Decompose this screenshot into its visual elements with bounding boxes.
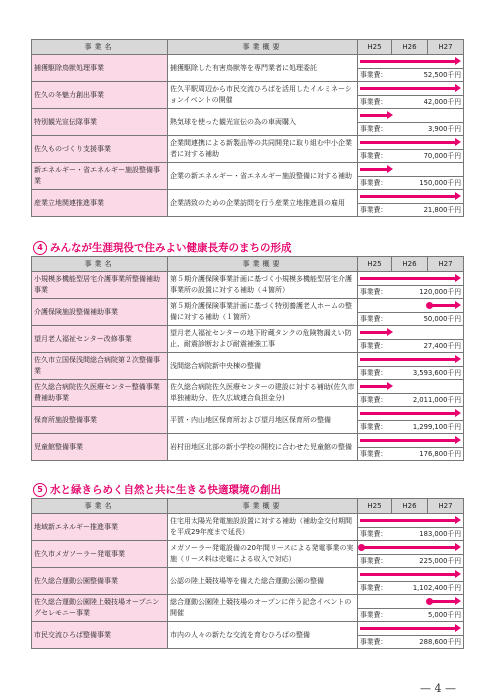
schedule-bar (360, 627, 456, 630)
schedule-bar (360, 87, 456, 90)
cost-label: 事業費： (360, 151, 388, 160)
project-description: 総合運動公園陸上競技場のオープンに伴う記念イベントの開催 (168, 595, 358, 622)
cost-value: 70,000千円 (423, 151, 461, 160)
schedule-start-dot (426, 302, 433, 309)
schedule-bar-cell (358, 190, 464, 204)
cost-label: 事業費： (360, 422, 388, 431)
schedule-bar (360, 358, 456, 361)
project-cost (358, 448, 464, 461)
schedule-bar-cell (358, 514, 464, 528)
schedule-bar (360, 519, 456, 522)
project-name: 特別観光宣伝隊事業 (32, 109, 168, 136)
cost-label: 事業費： (360, 178, 388, 187)
schedule-arrow-icon (455, 274, 461, 282)
header-year-y2: H26 (392, 257, 428, 272)
project-description: 公認の陸上競技場等を備えた総合運動公園の整備 (168, 568, 358, 595)
cost-value: 3,593,600千円 (412, 368, 461, 377)
schedule-bar (360, 195, 456, 198)
project-name: 佐久市メガソーラー発電事業 (32, 541, 168, 568)
project-cost (358, 609, 464, 622)
table-row (32, 434, 464, 448)
schedule-arrow-icon (455, 624, 461, 632)
project-description: 望月老人福祉センターの地下貯蔵タンクの危険物漏えい防止、耐震診断および耐震補強工事 (168, 326, 358, 353)
schedule-arrow-icon (387, 111, 393, 119)
header-name: 事業名 (32, 499, 168, 514)
schedule-arrow-icon (387, 382, 393, 390)
cost-value: 150,000千円 (419, 178, 461, 187)
table-section-3 (31, 39, 464, 217)
section-5-number: 5 (33, 483, 47, 497)
schedule-bar (428, 304, 456, 307)
project-name: 産業立地関連推進事業 (32, 190, 168, 217)
cost-value: 21,800千円 (423, 205, 461, 214)
schedule-bar-cell (358, 272, 464, 286)
table-row (32, 272, 464, 286)
table-row (32, 514, 464, 528)
header-year-y1: H25 (358, 40, 392, 55)
cost-label: 事業費： (360, 529, 388, 538)
table-row (32, 541, 464, 555)
cost-value: 5,000千円 (427, 610, 461, 619)
cost-label: 事業費： (360, 287, 388, 296)
project-cost (358, 528, 464, 541)
project-description: 佐久平駅周辺から市民交流ひろばを活用したイルミネーションイベントの開催 (168, 82, 358, 109)
schedule-arrow-icon (387, 328, 393, 336)
table-section-5 (31, 498, 464, 649)
cost-value: 288,600千円 (419, 637, 461, 646)
schedule-arrow-icon (455, 543, 461, 551)
schedule-bar-cell (358, 541, 464, 555)
table-row (32, 55, 464, 69)
header-desc: 事業概要 (168, 40, 358, 55)
cost-label: 事業費： (360, 70, 388, 79)
header-year-y2: H26 (392, 40, 428, 55)
project-cost (358, 582, 464, 595)
schedule-bar-cell (358, 326, 464, 340)
schedule-bar-cell (358, 380, 464, 394)
project-description: 市内の人々の新たな交流を育むひろばの整備 (168, 622, 358, 649)
project-name: 佐久の冬魅力創出事業 (32, 82, 168, 109)
table-row (32, 568, 464, 582)
cost-value: 27,400千円 (423, 341, 461, 350)
project-cost (358, 150, 464, 163)
cost-label: 事業費： (360, 205, 388, 214)
project-description: 企業誘致のための企業訪問を行う産業立地推進員の雇用 (168, 190, 358, 217)
cost-label: 事業費： (360, 314, 388, 323)
cost-value: 183,000千円 (419, 529, 461, 538)
schedule-bar-cell (358, 163, 464, 177)
schedule-arrow-icon (455, 570, 461, 578)
project-description: 佐久総合病院佐久医療センターの建設に対する補助(佐久市単独補助分、佐久広域連合負担金分) (168, 380, 358, 407)
project-name: 望月老人福祉センター改修事業 (32, 326, 168, 353)
project-name: 保育所施設整備事業 (32, 407, 168, 434)
header-name: 事業名 (32, 257, 168, 272)
schedule-bar-cell (358, 82, 464, 96)
cost-label: 事業費： (360, 583, 388, 592)
project-name: 市民交流ひろば整備事業 (32, 622, 168, 649)
schedule-arrow-icon (455, 84, 461, 92)
project-cost (358, 555, 464, 568)
project-description: 熱気球を使った観光宣伝の為の車両購入 (168, 109, 358, 136)
cost-label: 事業費： (360, 97, 388, 106)
project-cost (358, 177, 464, 190)
table-row (32, 353, 464, 367)
table-row (32, 299, 464, 313)
project-name: 佐久市立国保浅間総合病院第２次整備事業 (32, 353, 168, 380)
cost-value: 1,299,100千円 (412, 422, 461, 431)
project-cost (358, 340, 464, 353)
section-4-title (33, 240, 292, 255)
schedule-bar (428, 600, 456, 603)
project-cost (358, 69, 464, 82)
schedule-bar-cell (358, 434, 464, 448)
schedule-bar-cell (358, 353, 464, 367)
table-row (32, 82, 464, 96)
table-row (32, 326, 464, 340)
project-cost (358, 421, 464, 434)
project-name: 小規模多機能型居宅介護事業所整備補助事業 (32, 272, 168, 299)
schedule-arrow-icon (455, 57, 461, 65)
schedule-arrow-icon (455, 355, 461, 363)
header-year-y3: H27 (428, 40, 464, 55)
project-description: 企業間連携による新製品等の共同開発に取り組む中小企業者に対する補助 (168, 136, 358, 163)
header-row (32, 499, 464, 514)
project-description: 岩村田地区北部の新小学校の開校に合わせた児童館の整備 (168, 434, 358, 461)
table-row (32, 595, 464, 609)
cost-value: 3,900千円 (427, 124, 461, 133)
header-year-y3: H27 (428, 257, 464, 272)
schedule-bar-cell (358, 595, 464, 609)
cost-value: 2,011,000千円 (412, 395, 461, 404)
cost-value: 52,500千円 (423, 70, 461, 79)
project-cost (358, 204, 464, 217)
cost-label: 事業費： (360, 637, 388, 646)
project-cost (358, 96, 464, 109)
cost-value: 42,000千円 (423, 97, 461, 106)
schedule-arrow-icon (455, 301, 461, 309)
cost-value: 1,102,400千円 (412, 583, 461, 592)
cost-value: 50,000千円 (423, 314, 461, 323)
schedule-bar (360, 412, 456, 415)
schedule-arrow-icon (455, 597, 461, 605)
schedule-bar (360, 573, 456, 576)
header-row (32, 40, 464, 55)
project-name: 新エネルギー・省エネルギー施設整備事業 (32, 163, 168, 190)
schedule-bar-cell (358, 109, 464, 123)
table-row (32, 407, 464, 421)
project-cost (358, 123, 464, 136)
cost-label: 事業費： (360, 368, 388, 377)
table-section-4 (31, 256, 464, 461)
schedule-bar (360, 168, 388, 171)
schedule-arrow-icon (455, 436, 461, 444)
header-desc: 事業概要 (168, 257, 358, 272)
header-year-y2: H26 (392, 499, 428, 514)
schedule-bar-cell (358, 299, 464, 313)
schedule-bar (360, 141, 456, 144)
project-name: 児童館整備事業 (32, 434, 168, 461)
project-name: 佐久ものづくり支援事業 (32, 136, 168, 163)
project-description: 捕獲駆除した有害鳥獣等を専門業者に処理委託 (168, 55, 358, 82)
header-year-y1: H25 (358, 499, 392, 514)
project-description: 浅間総合病院新中央棟の整備 (168, 353, 358, 380)
project-description: 第５期介護保険事業計画に基づく特別養護老人ホームの整備に対する補助（１箇所） (168, 299, 358, 326)
project-cost (358, 367, 464, 380)
cost-label: 事業費： (360, 610, 388, 619)
header-year-y3: H27 (428, 499, 464, 514)
page-number: — 4 — (420, 682, 456, 695)
table-row (32, 163, 464, 177)
schedule-bar (360, 60, 456, 63)
schedule-start-dot (358, 544, 365, 551)
schedule-arrow-icon (455, 138, 461, 146)
section-5-title (33, 482, 281, 497)
schedule-bar-cell (358, 622, 464, 636)
project-description: 平賀・内山地区保育所および望月地区保育所の整備 (168, 407, 358, 434)
table-row (32, 190, 464, 204)
project-name: 佐久総合病院佐久医療センター整備事業費補助事業 (32, 380, 168, 407)
project-cost (358, 394, 464, 407)
cost-label: 事業費： (360, 449, 388, 458)
schedule-bar (360, 385, 388, 388)
project-cost (358, 636, 464, 649)
cost-label: 事業費： (360, 395, 388, 404)
table-row (32, 380, 464, 394)
section-4-title-text: みんなが生涯現役で住みよい健康長寿のまちの形成 (50, 242, 292, 254)
schedule-bar (360, 546, 456, 549)
project-description: 企業の新エネルギー・省エネルギー施設整備に対する補助 (168, 163, 358, 190)
project-cost (358, 286, 464, 299)
project-description: 住宅用太陽光発電施設設置に対する補助（補助金交付期間を平成29年度まで延長） (168, 514, 358, 541)
cost-label: 事業費： (360, 124, 388, 133)
section-5-title-text: 水と緑きらめく自然と共に生きる快適環境の創出 (50, 484, 281, 496)
table-row (32, 136, 464, 150)
header-name: 事業名 (32, 40, 168, 55)
schedule-bar-cell (358, 407, 464, 421)
schedule-bar (360, 114, 388, 117)
schedule-bar-cell (358, 136, 464, 150)
cost-label: 事業費： (360, 341, 388, 350)
project-name: 介護保険施設整備補助事業 (32, 299, 168, 326)
project-description: メガソーラー発電設備の20年間リースによる発電事業の実施（リース料は売電による収入で対応） (168, 541, 358, 568)
schedule-arrow-icon (455, 409, 461, 417)
schedule-bar-cell (358, 568, 464, 582)
project-name: 地域新エネルギー推進事業 (32, 514, 168, 541)
cost-value: 225,000千円 (419, 556, 461, 565)
project-name: 佐久総合運動公園整備事業 (32, 568, 168, 595)
header-year-y1: H25 (358, 257, 392, 272)
cost-value: 120,000千円 (419, 287, 461, 296)
table-row (32, 109, 464, 123)
schedule-arrow-icon (387, 165, 393, 173)
schedule-arrow-icon (455, 516, 461, 524)
project-cost (358, 313, 464, 326)
project-name: 捕獲駆除鳥獣処理事業 (32, 55, 168, 82)
cost-value: 176,800千円 (419, 449, 461, 458)
header-desc: 事業概要 (168, 499, 358, 514)
schedule-bar (360, 331, 388, 334)
schedule-start-dot (426, 598, 433, 605)
schedule-bar (360, 439, 456, 442)
table-row (32, 622, 464, 636)
cost-label: 事業費： (360, 556, 388, 565)
schedule-arrow-icon (455, 192, 461, 200)
project-description: 第５期介護保険事業計画に基づく小規模多機能型居宅介護事業所の設置に対する補助（４箇所） (168, 272, 358, 299)
schedule-bar-cell (358, 55, 464, 69)
header-row (32, 257, 464, 272)
project-name: 佐久総合運動公園陸上競技場オープニングセレモニー事業 (32, 595, 168, 622)
schedule-bar (360, 277, 456, 280)
section-4-number: 4 (33, 241, 47, 255)
